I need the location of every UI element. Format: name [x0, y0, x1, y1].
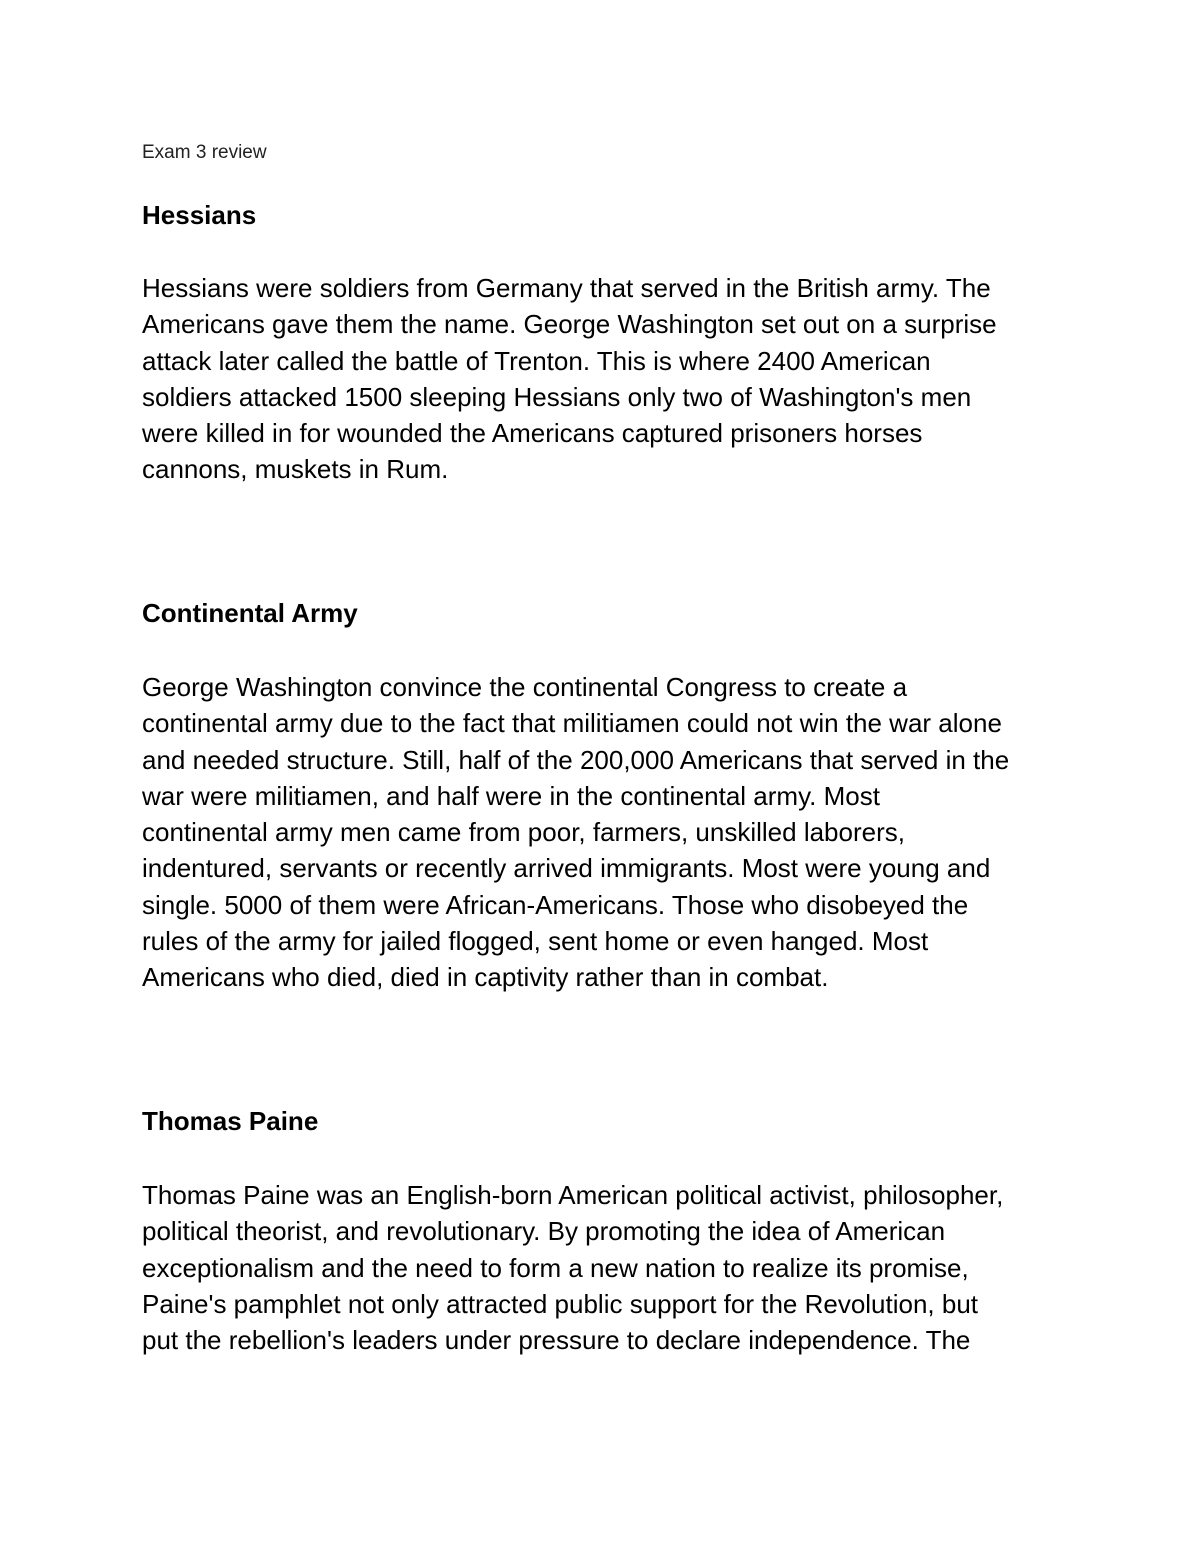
body-line: cannons, muskets in Rum. — [142, 454, 449, 485]
body-line: and needed structure. Still, half of the 200,000 Americans that served in the — [142, 744, 1010, 775]
section-heading-continental-army: Continental Army — [142, 598, 358, 628]
body-line: Americans gave them the name. George Washington set out on a surprise — [142, 309, 997, 340]
section-body-continental-army — [142, 669, 1082, 996]
section-body-hessians — [142, 270, 1082, 488]
section-body-thomas-paine — [142, 1177, 1082, 1358]
section-heading-hessians: Hessians — [142, 200, 257, 230]
body-line: Paine's pamphlet not only attracted public support for the Revolution, but — [142, 1288, 979, 1319]
body-line: continental army due to the fact that militiamen could not win the war alone — [142, 708, 1002, 739]
body-line: Hessians were soldiers from Germany that served in the British army. The — [142, 273, 991, 303]
body-line: George Washington convince the continental Congress to create a — [142, 672, 908, 702]
document-title: Exam 3 review — [142, 142, 267, 163]
body-line: exceptionalism and the need to form a new nation to realize its promise, — [142, 1252, 969, 1283]
body-line: put the rebellion's leaders under pressure to declare independence. The — [142, 1325, 971, 1356]
body-line: attack later called the battle of Trenton. This is where 2400 American — [142, 345, 931, 376]
body-line: indentured, servants or recently arrived immigrants. Most were young and — [142, 853, 991, 884]
body-line: single. 5000 of them were African-Americans. Those who disobeyed the — [142, 889, 969, 920]
body-line: Americans who died, died in captivity rather than in combat. — [142, 962, 829, 993]
body-line: war were militiamen, and half were in the continental army. Most — [142, 780, 880, 811]
body-line: continental army men came from poor, farmers, unskilled laborers, — [142, 817, 905, 848]
body-line: political theorist, and revolutionary. By promoting the idea of American — [142, 1216, 946, 1247]
body-line: soldiers attacked 1500 sleeping Hessians only two of Washington's men — [142, 381, 972, 412]
body-line: Thomas Paine was an English-born American political activist, philosopher, — [142, 1180, 1004, 1210]
body-line: were killed in for wounded the Americans captured prisoners horses — [142, 418, 923, 449]
section-heading-thomas-paine: Thomas Paine — [142, 1106, 319, 1136]
body-line: rules of the army for jailed flogged, sent home or even hanged. Most — [142, 926, 929, 957]
